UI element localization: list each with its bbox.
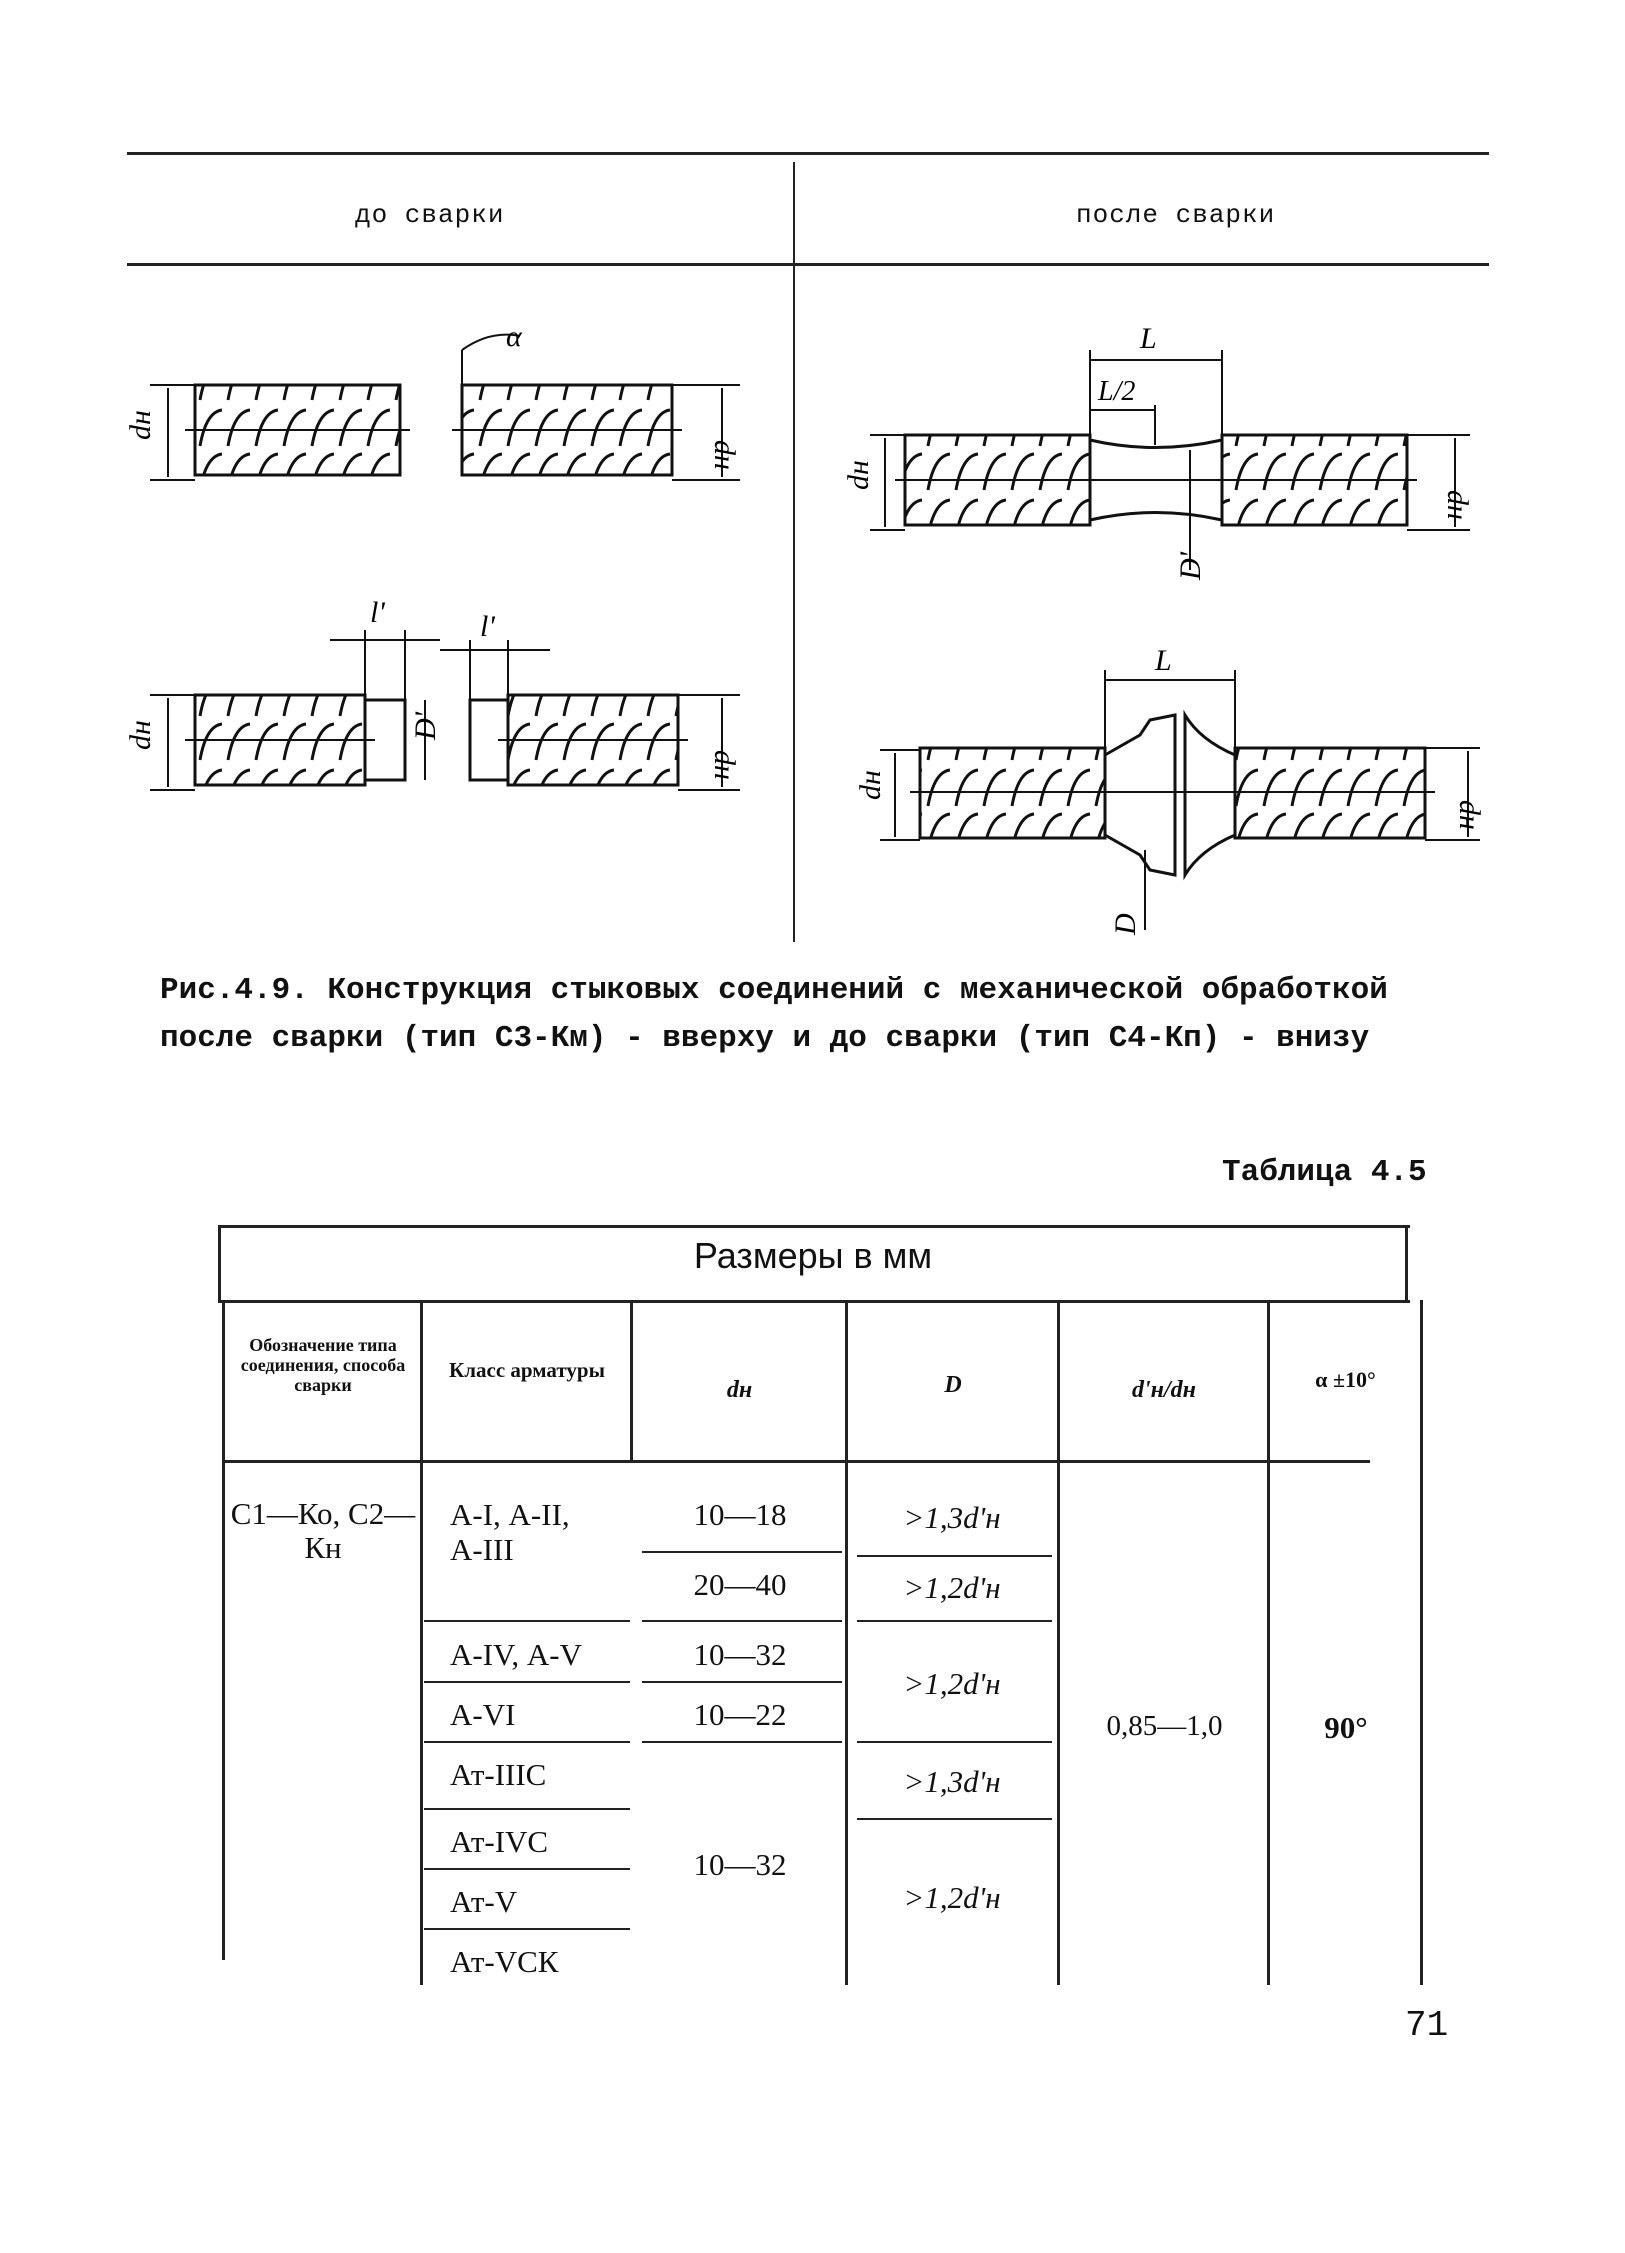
- dh-label: dн: [124, 410, 157, 440]
- row-rule: [424, 1928, 630, 1930]
- row-rule: [424, 1620, 630, 1622]
- row-rule: [642, 1551, 842, 1553]
- row-rule: [642, 1741, 842, 1743]
- col-border: [420, 1300, 423, 1985]
- joint-type-cell: С1—Ко, С2—Кн: [230, 1496, 416, 1565]
- table-caption: Таблица 4.5: [1222, 1155, 1427, 1190]
- D-cell: >1,2d'н: [903, 1570, 1001, 1605]
- L-half-label: L/2: [1098, 376, 1136, 407]
- L-label: L: [1155, 644, 1172, 677]
- class-cell: Ат-IIIС: [450, 1757, 547, 1792]
- row-rule: [857, 1620, 1052, 1622]
- D-cell: >1,3d'н: [903, 1500, 1001, 1535]
- dh-label: dн: [854, 770, 887, 800]
- col-border: [1420, 1300, 1423, 1985]
- figure-top-rule: [127, 152, 1489, 155]
- class-cell: А-IV, А-V: [450, 1637, 583, 1672]
- header-bottom-rule: [222, 1460, 1370, 1463]
- diameter-cell: 10—32: [693, 1847, 787, 1882]
- row-rule: [424, 1868, 630, 1870]
- col-border: [1057, 1300, 1060, 1985]
- row-rule: [642, 1620, 842, 1622]
- d-prime-label: D': [1174, 551, 1207, 580]
- class-cell: Ат-VСК: [450, 1944, 559, 1979]
- col-header-D: D: [944, 1372, 962, 1398]
- dh-label: dн: [1441, 490, 1474, 520]
- diameter-cell: 20—40: [693, 1567, 787, 1602]
- dh-label: dн: [708, 440, 741, 470]
- row-rule: [642, 1681, 842, 1683]
- class-cell: А-III: [450, 1532, 514, 1567]
- row-rule: [857, 1555, 1052, 1557]
- L-label: L: [1140, 322, 1157, 355]
- rebar-bottom-left-b: [470, 695, 688, 785]
- rebar-top-left-b: [452, 385, 682, 475]
- l-prime-label: l': [370, 596, 385, 629]
- figure-caption-line1: Рис.4.9. Конструкция стыковых соединений с механической обработкой: [160, 973, 1388, 1008]
- dh-label: dн: [842, 460, 875, 490]
- col-border: [1267, 1300, 1270, 1985]
- table-top-rule: [218, 1225, 1410, 1228]
- D-cell: >1,2d'н: [903, 1666, 1001, 1701]
- diameter-cell: 10—18: [693, 1497, 787, 1532]
- col-border: [845, 1300, 848, 1985]
- table-units-rule: [218, 1300, 1410, 1303]
- class-cell: А-I, А-II,: [450, 1497, 570, 1532]
- row-rule: [857, 1741, 1052, 1743]
- col-header-angle: α ±10°: [1315, 1367, 1376, 1392]
- alpha-label: α: [506, 320, 522, 353]
- D-label: D: [1109, 913, 1142, 935]
- row-rule: [857, 1818, 1052, 1820]
- page-number: 71: [1405, 2005, 1449, 2046]
- rebar-bottom-right: [910, 715, 1435, 875]
- col-header-dh: dн: [726, 1377, 753, 1403]
- figure-caption-line2: после сварки (тип С3-Км) - вверху и до сварки (тип С4-Кп) - внизу: [160, 1021, 1370, 1056]
- dh-label: dн: [708, 750, 741, 780]
- header-after-welding: после сварки: [1076, 200, 1276, 230]
- angle-cell: 90°: [1324, 1710, 1368, 1745]
- class-cell: Ат-V: [450, 1884, 518, 1919]
- class-cell: А-VI: [450, 1697, 516, 1732]
- rebar-top-right: [895, 435, 1417, 525]
- class-cell: Ат-IVС: [450, 1824, 549, 1859]
- header-before-welding: до сварки: [355, 200, 505, 230]
- row-rule: [424, 1741, 630, 1743]
- D-cell: >1,2d'н: [903, 1880, 1001, 1915]
- d-prime-label: D': [409, 711, 442, 740]
- table-units: Размеры в мм: [693, 1235, 933, 1276]
- weld-joint-drawings: [0, 270, 1625, 950]
- dh-label: dн: [1453, 800, 1486, 830]
- rebar-top-left-a: [185, 385, 410, 475]
- col-header-class: Класс арматуры: [449, 1358, 605, 1382]
- row-rule: [424, 1808, 630, 1810]
- col-header-joint-type: Обозначение типа соединения, способа сварки: [240, 1335, 406, 1395]
- figure-header-rule: [127, 263, 1489, 266]
- row-rule: [424, 1681, 630, 1683]
- diameter-cell: 10—32: [693, 1637, 787, 1672]
- col-header-ratio: d'н/dн: [1132, 1377, 1196, 1403]
- diameter-cell: 10—22: [693, 1697, 787, 1732]
- rebar-bottom-left-a: [185, 695, 405, 785]
- dh-label: dн: [124, 720, 157, 750]
- col-border: [222, 1300, 225, 1960]
- col-border: [630, 1300, 633, 1460]
- l-prime-label: l': [480, 610, 495, 643]
- ratio-cell: 0,85—1,0: [1106, 1710, 1223, 1742]
- D-cell: >1,3d'н: [903, 1764, 1001, 1799]
